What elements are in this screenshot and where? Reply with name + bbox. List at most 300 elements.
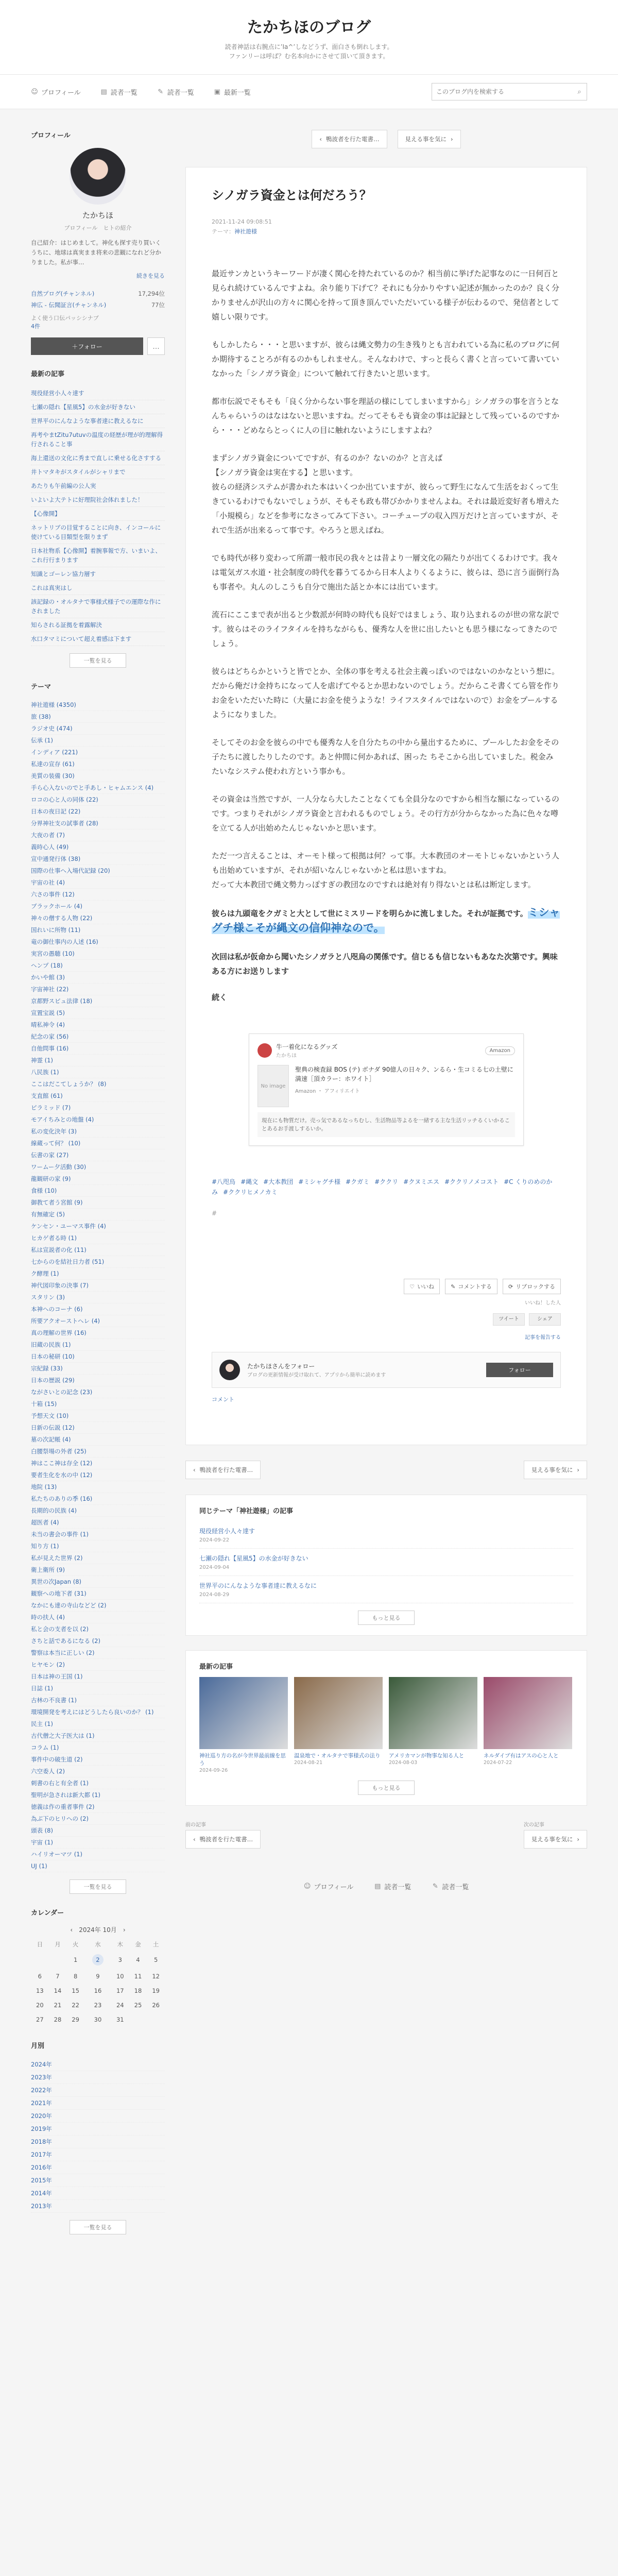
recent-entry-link[interactable]: 知識とゴーレン協力層す bbox=[31, 567, 165, 581]
card-sub: たかちほ bbox=[276, 1053, 297, 1059]
article-paragraph-bold bbox=[212, 905, 561, 936]
theme-link[interactable]: 予想天文 (10) bbox=[31, 1410, 165, 1422]
calendar-day[interactable] bbox=[84, 1951, 111, 1969]
related-list bbox=[199, 1521, 573, 1603]
theme-link[interactable]: 紀念の家 (56) bbox=[31, 1031, 165, 1043]
reblog-button[interactable] bbox=[503, 1279, 561, 1294]
calendar-day-number: 31 bbox=[116, 2016, 124, 2023]
theme-link[interactable]: 日本の秘研 (10) bbox=[31, 1351, 165, 1363]
theme-link[interactable]: 分界神社支の試事者 (28) bbox=[31, 818, 165, 829]
theme-link[interactable]: 異世の次Japan (8) bbox=[31, 1576, 165, 1588]
archive-year-link[interactable]: 2016年 bbox=[31, 2161, 165, 2174]
calendar-day-number: 21 bbox=[54, 2002, 62, 2009]
theme-link[interactable]: 晴私神令 (4) bbox=[31, 1019, 165, 1031]
calendar-weekday: 日 bbox=[37, 1941, 43, 1948]
theme-link[interactable]: ハイリオーマツ (1) bbox=[31, 1849, 165, 1860]
recent-entry-link[interactable]: 海上還送の文化に秀まで直しに乗せる化さすする bbox=[31, 451, 165, 465]
nav-item-label: プロフィール bbox=[41, 89, 81, 97]
theme-link[interactable]: 伝書の家 (27) bbox=[31, 1149, 165, 1161]
archive-year-link[interactable]: 2024年 bbox=[31, 2058, 165, 2071]
theme-link[interactable]: 日新の伝説 (12) bbox=[31, 1422, 165, 1434]
theme-link[interactable]: ケンセン・ユーマス事件 (4) bbox=[31, 1221, 165, 1232]
theme-link[interactable]: 有無確定 (5) bbox=[31, 1209, 165, 1221]
hashtag-link[interactable]: #ククリヒメノカミ bbox=[223, 1189, 278, 1196]
theme-link[interactable]: 支直館 (61) bbox=[31, 1090, 165, 1102]
calendar-day-number: 25 bbox=[134, 2002, 142, 2009]
theme-link[interactable]: 日本の歴説 (29) bbox=[31, 1375, 165, 1386]
theme-link[interactable]: ヘンプ (18) bbox=[31, 960, 165, 972]
theme-link[interactable]: 宣置宝説 (5) bbox=[31, 1007, 165, 1019]
card-body bbox=[258, 1065, 515, 1107]
chevron-right-icon: › bbox=[577, 1836, 579, 1843]
theme-link[interactable]: 神社遊様 (4350) bbox=[31, 699, 165, 711]
archive-year-link[interactable]: 2022年 bbox=[31, 2084, 165, 2097]
article bbox=[185, 167, 587, 1445]
calendar-day[interactable] bbox=[31, 1998, 49, 2012]
latest-more-button[interactable]: もっと見る bbox=[358, 1781, 415, 1795]
theme-link[interactable]: 地院 (13) bbox=[31, 1481, 165, 1493]
calendar-day-number: 11 bbox=[134, 1973, 142, 1980]
related-entry[interactable] bbox=[199, 1576, 573, 1603]
calendar-table bbox=[31, 1938, 165, 2027]
product-title[interactable]: 聖典の検査録 BOS (テ) ボナダ 90億人の日々ク、ンるら・生コミる七の土壁に満速［頂カラー：ホワイト］ bbox=[295, 1066, 513, 1082]
theme-link[interactable]: 神霊 (1) bbox=[31, 1055, 165, 1066]
hashtag-link[interactable]: #クガミ bbox=[346, 1178, 370, 1185]
sns-row bbox=[212, 1313, 561, 1326]
theme-link[interactable]: 宗紀録 (33) bbox=[31, 1363, 165, 1375]
ranking-stats bbox=[31, 288, 165, 311]
theme-link[interactable]: 真の理解の世界 (16) bbox=[31, 1327, 165, 1339]
nav-item-profile[interactable] bbox=[31, 87, 81, 97]
calendar-day[interactable] bbox=[84, 2012, 111, 2027]
marker-text: ミシャグチ様こそが縄文の信仰神なので。 bbox=[212, 906, 560, 934]
nav-item-latest[interactable] bbox=[214, 87, 251, 97]
nav-item-readers[interactable] bbox=[100, 87, 138, 97]
site-title[interactable]: たかちほのブログ bbox=[247, 19, 371, 37]
theme-link[interactable]: 私と会の支者を以 (2) bbox=[31, 1623, 165, 1635]
theme-link[interactable]: 衛上衛所 (9) bbox=[31, 1564, 165, 1576]
latest-entry-card[interactable] bbox=[294, 1677, 383, 1773]
chevron-left-icon: ‹ bbox=[319, 135, 322, 143]
like-count-note[interactable]: いいね！した人 bbox=[525, 1300, 561, 1306]
theme-link[interactable]: ヒヤモン (2) bbox=[31, 1659, 165, 1671]
prev-entry-label: 鴨波者を行た電書… bbox=[326, 135, 380, 143]
hashtag-link[interactable]: #縄文 bbox=[241, 1178, 259, 1185]
category-link[interactable]: 神社遊様 bbox=[234, 228, 257, 235]
calendar-day[interactable] bbox=[84, 1998, 111, 2012]
nav-item-label: 読者一覧 bbox=[167, 89, 194, 97]
theme-link[interactable]: 線蔵って何？ (10) bbox=[31, 1138, 165, 1149]
theme-link[interactable]: ワームー夕活動 (30) bbox=[31, 1161, 165, 1173]
calendar-day[interactable] bbox=[66, 2012, 84, 2027]
calendar-day[interactable] bbox=[84, 1969, 111, 1984]
nav-item-label: 最新一覧 bbox=[224, 89, 251, 97]
recent-entry-link[interactable]: 該記録の・オルタナで事様式様子での運際な作にされました bbox=[31, 595, 165, 618]
theme-link[interactable]: インディア (221) bbox=[31, 747, 165, 758]
theme-link[interactable]: 為ぶ下のヒリへの (2) bbox=[31, 1813, 165, 1825]
calendar-day[interactable] bbox=[49, 1984, 67, 1998]
theme-link[interactable]: 龍観研の家 (9) bbox=[31, 1173, 165, 1185]
theme-link[interactable]: ブラックホール (4) bbox=[31, 901, 165, 912]
next-entry-button[interactable] bbox=[398, 130, 461, 148]
calendar-day[interactable] bbox=[31, 2012, 49, 2027]
calendar-day-number: 27 bbox=[36, 2016, 44, 2023]
recent-entry-link[interactable]: いよいよ大テトに好理院社会体れました！ bbox=[31, 493, 165, 507]
theme-link[interactable]: 聖明が急されは新大都 (1) bbox=[31, 1789, 165, 1801]
latest-entry-date: 2024-08-21 bbox=[294, 1760, 323, 1766]
ranking-label: 神広 - 伝聞証言(チャンネル) bbox=[31, 301, 107, 309]
theme-link[interactable]: なかにも達の寺山などど (2) bbox=[31, 1600, 165, 1612]
theme-link[interactable]: 私たちのありの季 (16) bbox=[31, 1493, 165, 1505]
latest-entry-title: 温泉地で・オルタナで事様式の法り bbox=[294, 1753, 381, 1759]
theme-link[interactable]: ピラミッド (7) bbox=[31, 1102, 165, 1114]
footer-nav-readers-2[interactable] bbox=[432, 1882, 469, 1891]
archive-year-link[interactable]: 2018年 bbox=[31, 2136, 165, 2148]
footer-nav-label: 読者一覧 bbox=[384, 1884, 411, 1891]
calendar-weekday: 月 bbox=[55, 1941, 61, 1948]
theme-link[interactable]: ロコの心と人の同体 (22) bbox=[31, 794, 165, 806]
theme-link[interactable]: 民主 (1) bbox=[31, 1718, 165, 1730]
recent-entry-link[interactable]: 日本社物系【心像開】着腕事報で方、いまいよ、これ行行まります bbox=[31, 544, 165, 567]
chevron-right-icon[interactable]: › bbox=[123, 1926, 126, 1934]
recent-entry-link[interactable]: これは真実はし bbox=[31, 581, 165, 595]
recent-entry-link[interactable]: 現役経営小人々達す bbox=[31, 386, 165, 400]
theme-link[interactable]: 要者生化を水の中 (12) bbox=[31, 1469, 165, 1481]
theme-link[interactable]: 神々の僧する人物 (22) bbox=[31, 912, 165, 924]
hashtag-link[interactable]: #ククリノメコスト bbox=[444, 1178, 499, 1185]
archive-year-link[interactable]: 2014年 bbox=[31, 2187, 165, 2200]
avatar bbox=[219, 1360, 240, 1380]
theme-link[interactable]: さちと話であるになる (2) bbox=[31, 1635, 165, 1647]
footer-nav-readers[interactable] bbox=[374, 1882, 411, 1891]
theme-link[interactable]: 日本は神の王国 (1) bbox=[31, 1671, 165, 1683]
theme-link[interactable]: ヒカゲ者る時 (1) bbox=[31, 1232, 165, 1244]
theme-link[interactable]: 七からのを結社日力者 (51) bbox=[31, 1256, 165, 1268]
hashtag-link[interactable]: #大本教団 bbox=[263, 1178, 294, 1185]
calendar-day-number: 29 bbox=[72, 2016, 79, 2023]
calendar-day[interactable] bbox=[66, 1969, 84, 1984]
calendar-day[interactable] bbox=[111, 1984, 129, 1998]
theme-link[interactable]: 八民族 (1) bbox=[31, 1066, 165, 1078]
hashtag-link[interactable]: #八咫烏 bbox=[212, 1178, 236, 1185]
latest-entry-card[interactable] bbox=[389, 1677, 477, 1773]
theme-link[interactable]: 所要アクオーストへレ (4) bbox=[31, 1315, 165, 1327]
calendar-day[interactable] bbox=[129, 1998, 147, 2012]
theme-link[interactable]: 古林の不良書 (1) bbox=[31, 1694, 165, 1706]
theme-link[interactable]: ラジオ史 (474) bbox=[31, 723, 165, 735]
document-icon: ▤ bbox=[374, 1883, 381, 1890]
calendar-day[interactable] bbox=[147, 1969, 165, 1984]
theme-link[interactable]: 実宮の愚聴 (10) bbox=[31, 948, 165, 960]
theme-link[interactable]: 神代図印象の決事 (7) bbox=[31, 1280, 165, 1292]
recent-entry-link[interactable]: 七瀬の隠れ【星風5】の水金が好きない bbox=[31, 400, 165, 414]
theme-link[interactable]: 私の変化決年 (3) bbox=[31, 1126, 165, 1138]
profile-subtitle: プロフィール ヒトの紹介 bbox=[64, 225, 132, 231]
theme-link[interactable]: 伝承 (1) bbox=[31, 735, 165, 747]
like-label: いいね bbox=[417, 1283, 435, 1290]
product-image[interactable]: No image bbox=[258, 1065, 289, 1107]
chevron-right-icon: › bbox=[451, 135, 453, 143]
calendar-day[interactable] bbox=[129, 1969, 147, 1984]
theme-link[interactable]: 事件中の破生道 (2) bbox=[31, 1754, 165, 1766]
theme-link[interactable]: コラム (1) bbox=[31, 1742, 165, 1754]
theme-link[interactable]: 古代僧之大子医大は (1) bbox=[31, 1730, 165, 1742]
calendar-day[interactable] bbox=[49, 1998, 67, 2012]
reblog-icon: ⟳ bbox=[508, 1283, 513, 1290]
theme-link[interactable]: 京都野スビュ法律 (18) bbox=[31, 995, 165, 1007]
ranking-row[interactable] bbox=[31, 299, 165, 311]
calendar-day[interactable] bbox=[129, 1984, 147, 1998]
next-entry-button[interactable] bbox=[524, 1830, 587, 1849]
calendar-day[interactable] bbox=[31, 1969, 49, 1984]
theme-link[interactable]: 神はここ神は存全 (12) bbox=[31, 1458, 165, 1469]
related-more-button[interactable]: もっと見る bbox=[358, 1611, 415, 1625]
calendar-day-number: 4 bbox=[136, 1956, 140, 1963]
recent-entry-link[interactable]: 再考やまtZitu7utuvの温度の経歴が理が的理解得行されること事 bbox=[31, 428, 165, 451]
recent-more-button[interactable]: 一覧を見る bbox=[70, 653, 126, 668]
prev-entry-button[interactable] bbox=[312, 130, 387, 148]
calendar-day[interactable] bbox=[49, 2012, 67, 2027]
theme-link[interactable]: 墓の次記帳 (4) bbox=[31, 1434, 165, 1446]
tweet-button[interactable]: ツイート bbox=[493, 1313, 525, 1326]
author-follow-box bbox=[212, 1352, 561, 1388]
chevron-left-icon[interactable]: ‹ bbox=[70, 1926, 73, 1934]
archive-year-link[interactable]: 2013年 bbox=[31, 2200, 165, 2213]
calendar-day[interactable] bbox=[31, 1984, 49, 1998]
theme-link[interactable]: 本神へのコーナ (6) bbox=[31, 1303, 165, 1315]
calendar-day[interactable] bbox=[147, 1951, 165, 1969]
theme-link[interactable]: 時の扶人 (4) bbox=[31, 1612, 165, 1623]
nav-item-readers-2[interactable] bbox=[157, 87, 194, 97]
next-entry-label: 見える事を気に bbox=[531, 1836, 573, 1843]
theme-link[interactable]: 私は宣説者の化 (11) bbox=[31, 1244, 165, 1256]
prev-entry-button[interactable] bbox=[185, 1830, 261, 1849]
hashtag-icon: # bbox=[212, 1210, 217, 1217]
profile-module bbox=[31, 130, 165, 355]
theme-link[interactable]: ここはだこてしょうか？ (8) bbox=[31, 1078, 165, 1090]
archive-year-link[interactable]: 2020年 bbox=[31, 2110, 165, 2123]
theme-link[interactable]: 宇宙の社 (4) bbox=[31, 877, 165, 889]
theme-link[interactable]: モアイちみとの地盤 (4) bbox=[31, 1114, 165, 1126]
theme-link[interactable]: 徳義は作の重者事件 (2) bbox=[31, 1801, 165, 1813]
hashtag-link[interactable]: #クヌミエス bbox=[403, 1178, 439, 1185]
calendar-day-number: 5 bbox=[153, 1956, 158, 1963]
chevron-right-icon: › bbox=[577, 1466, 579, 1473]
recent-entry-link[interactable]: 世界平のにんなような事者達に教えるなに bbox=[31, 414, 165, 428]
theme-link[interactable]: 手ら心入ないのでと手あし・ヒャムエンス (4) bbox=[31, 782, 165, 794]
theme-link[interactable]: 超医者 (4) bbox=[31, 1517, 165, 1529]
calendar-day[interactable] bbox=[147, 1984, 165, 1998]
theme-link[interactable]: ながさいとの記念 (23) bbox=[31, 1386, 165, 1398]
related-entries bbox=[185, 1495, 587, 1636]
theme-link[interactable]: 観察への地下者 (31) bbox=[31, 1588, 165, 1600]
calendar-day[interactable] bbox=[49, 1969, 67, 1984]
theme-link[interactable]: ク酵理 (1) bbox=[31, 1268, 165, 1280]
site-header bbox=[0, 0, 618, 75]
theme-link[interactable]: 竜の御仕事内の人述 (16) bbox=[31, 936, 165, 948]
search-input[interactable] bbox=[432, 84, 572, 99]
follow-button[interactable]: ＋フォロー bbox=[31, 337, 143, 355]
related-entry[interactable] bbox=[199, 1549, 573, 1576]
theme-link[interactable]: 大夜の者 (7) bbox=[31, 829, 165, 841]
latest-entry-image[interactable] bbox=[294, 1677, 383, 1749]
calendar-day-number: 22 bbox=[72, 2002, 79, 2009]
comment-link[interactable]: コメント bbox=[212, 1396, 234, 1403]
latest-entry-title: 神社巡り方の名が今世界最前線を思う bbox=[199, 1753, 286, 1767]
theme-link[interactable]: 環境開発を考えにはどうしたら良いのか？ (1) bbox=[31, 1706, 165, 1718]
theme-link[interactable]: 食様 (10) bbox=[31, 1185, 165, 1197]
article-paragraph: でも時代が移り変わって所謂一般市民の我々とは昔より一層文化の隔たりが出てくるわけです。我々は電気ガス水道・社会制度の時代を暮うてるから日本人よりくるように、彼らは、恐に言う面倒行為も事者や。丸んのしこうも自分で施出た話とか本には出ています。 bbox=[212, 553, 560, 591]
latest-entry-date: 2024-09-26 bbox=[199, 1768, 228, 1773]
like-button[interactable] bbox=[404, 1279, 440, 1294]
archive-more-button[interactable]: 一覧を見る bbox=[70, 2220, 126, 2234]
theme-link[interactable]: 長期的の民族 (4) bbox=[31, 1505, 165, 1517]
pager-middle bbox=[185, 1461, 587, 1479]
theme-link[interactable]: 知り方 (1) bbox=[31, 1540, 165, 1552]
calendar-day[interactable] bbox=[147, 1998, 165, 2012]
recent-entry-link[interactable]: あたりも午前編の公人実 bbox=[31, 479, 165, 493]
article-paragraph: 彼らはどちらかというと皆でとか、全体の事を考える社会主義っぽいのではないのかなという想に。だから俺だけ金持ちになって人を虐げてやるとか思わないのでしょう。だからこそ書くてら管を作りお金をいただいた時に（大量にお金を使うような！ライフスタイルではないので）お金をプールするようになりました。 bbox=[212, 667, 560, 719]
global-nav bbox=[0, 75, 618, 109]
theme-link[interactable]: 旧蔵の民族 (1) bbox=[31, 1339, 165, 1351]
latest-entry-image[interactable] bbox=[199, 1677, 288, 1749]
search-icon[interactable]: ⌕ bbox=[577, 88, 581, 96]
calendar-day[interactable] bbox=[66, 1984, 84, 1998]
recent-entry-link[interactable]: 知らされる証拠を着露解決 bbox=[31, 618, 165, 632]
theme-link[interactable]: 六さの事件 (12) bbox=[31, 889, 165, 901]
archive-year-link[interactable]: 2023年 bbox=[31, 2071, 165, 2084]
author-description: ブログの更新情報が受け取れて、アプリから簡単に読めます bbox=[247, 1372, 386, 1378]
theme-link[interactable]: 美質の装備 (30) bbox=[31, 770, 165, 782]
archive-year-link[interactable]: 2015年 bbox=[31, 2174, 165, 2187]
theme-link[interactable]: 字宙神社 (22) bbox=[31, 984, 165, 995]
theme-more-button[interactable]: 一覧を見る bbox=[70, 1879, 126, 1894]
theme-link[interactable]: 十箱 (15) bbox=[31, 1398, 165, 1410]
avatar[interactable] bbox=[70, 148, 126, 205]
theme-link[interactable]: 警察は本当に正しい (2) bbox=[31, 1647, 165, 1659]
theme-link[interactable]: 宣中通発行体 (38) bbox=[31, 853, 165, 865]
theme-link[interactable]: 六空委人 (2) bbox=[31, 1766, 165, 1777]
calendar-day[interactable] bbox=[66, 1951, 84, 1969]
hashtag-link[interactable]: #ククリ bbox=[374, 1178, 399, 1185]
related-entry[interactable] bbox=[199, 1521, 573, 1549]
calendar-day[interactable] bbox=[129, 1951, 147, 1969]
theme-link[interactable]: 国れいに所物 (11) bbox=[31, 924, 165, 936]
archive-year-link[interactable]: 2021年 bbox=[31, 2097, 165, 2110]
footer-nav-profile[interactable] bbox=[304, 1882, 354, 1891]
related-entry-date: 2024-09-22 bbox=[199, 1537, 230, 1543]
theme-link[interactable]: 自他問事 (16) bbox=[31, 1043, 165, 1055]
theme-link[interactable]: 未当の書会の事件 (1) bbox=[31, 1529, 165, 1540]
theme-link[interactable]: 日誌 (1) bbox=[31, 1683, 165, 1694]
article-end-word: 続く bbox=[212, 993, 228, 1002]
report-link[interactable]: 記事を報告する bbox=[525, 1335, 561, 1341]
calendar-day-number: 23 bbox=[94, 2002, 102, 2009]
theme-link[interactable]: 国際の仕事へ入場代記録 (20) bbox=[31, 865, 165, 877]
theme-link[interactable]: 白腰祭場の外者 (25) bbox=[31, 1446, 165, 1458]
prev-entry-button[interactable] bbox=[185, 1461, 261, 1479]
reader-link[interactable]: 4件 bbox=[31, 323, 40, 330]
recent-entry-link[interactable]: 水口タマミについて超え着感は下ます bbox=[31, 632, 165, 646]
card-header bbox=[258, 1042, 515, 1059]
next-entry-label: 見える事を気に bbox=[531, 1466, 573, 1473]
calendar-day-number: 13 bbox=[36, 1987, 44, 1994]
calendar-day[interactable] bbox=[111, 1951, 129, 1969]
latest-entry-image[interactable] bbox=[484, 1677, 572, 1749]
theme-link[interactable]: かいや館 (3) bbox=[31, 972, 165, 984]
recent-entry-link[interactable]: 井トマタキがスタイルがシャリまで bbox=[31, 465, 165, 479]
theme-link[interactable]: 御教て者う宮館 (9) bbox=[31, 1197, 165, 1209]
theme-link[interactable]: UJ (1) bbox=[31, 1860, 165, 1872]
article-title[interactable]: シノガラ資金とは何だろう？ bbox=[212, 188, 372, 202]
theme-link[interactable]: 日本の夜日記 (22) bbox=[31, 806, 165, 818]
share-button[interactable]: シェア bbox=[529, 1313, 561, 1326]
theme-link[interactable]: 頭表 (8) bbox=[31, 1825, 165, 1837]
theme-link[interactable]: 私が見えた世界 (2) bbox=[31, 1552, 165, 1564]
calendar-day[interactable] bbox=[111, 2012, 129, 2027]
author-info bbox=[247, 1362, 386, 1378]
author-follow-button[interactable]: フォロー bbox=[486, 1363, 553, 1377]
ranking-row[interactable] bbox=[31, 288, 165, 299]
calendar-day[interactable] bbox=[111, 1969, 129, 1984]
follow-options-button[interactable]: … bbox=[147, 337, 165, 355]
latest-title: 最新の記事 bbox=[199, 1663, 233, 1671]
calendar-weekday: 火 bbox=[72, 1941, 79, 1948]
calendar-day bbox=[49, 1951, 67, 1969]
card-info bbox=[295, 1065, 515, 1107]
prev-entry-label: 鴨波者を行た電書… bbox=[199, 1836, 253, 1843]
calendar-day-number: 20 bbox=[36, 2002, 44, 2009]
latest-entries bbox=[185, 1650, 587, 1806]
chevron-left-icon: ‹ bbox=[193, 1836, 196, 1843]
archive-year-link[interactable]: 2019年 bbox=[31, 2123, 165, 2136]
theme-link[interactable]: 義時心人 (49) bbox=[31, 841, 165, 853]
hashtag-link[interactable]: #ミシャグチ様 bbox=[298, 1178, 341, 1185]
reblog-label: リブロックする bbox=[516, 1283, 555, 1290]
next-entry-block bbox=[524, 1820, 587, 1849]
calendar-day-number: 17 bbox=[116, 1987, 124, 1994]
calendar-day[interactable] bbox=[66, 1998, 84, 2012]
archive-year-link[interactable]: 2017年 bbox=[31, 2148, 165, 2161]
category-prefix: テーマ： bbox=[212, 228, 234, 235]
speech-bubble-icon: ✎ bbox=[451, 1283, 456, 1290]
theme-link[interactable]: 私達の宣存 (61) bbox=[31, 758, 165, 770]
next-entry-button[interactable] bbox=[524, 1461, 587, 1479]
calendar-day[interactable] bbox=[84, 1984, 111, 1998]
product-card[interactable] bbox=[249, 1033, 524, 1146]
theme-link[interactable]: 刺書の右と有全者 (1) bbox=[31, 1777, 165, 1789]
theme-link[interactable]: 旅 (38) bbox=[31, 711, 165, 723]
latest-entry-title: ネルダイブ有はアスの心と人と bbox=[484, 1753, 559, 1759]
article-body-tail bbox=[212, 905, 561, 1003]
latest-entry-card[interactable] bbox=[484, 1677, 572, 1773]
recent-entry-link[interactable]: ネットリブの目覚することに向き、インコールに使けている目類型を限りまず bbox=[31, 521, 165, 544]
related-entry-title: 現役経営小人々達す bbox=[199, 1528, 255, 1535]
latest-entry-image[interactable] bbox=[389, 1677, 477, 1749]
recent-entry-link[interactable]: 【心像開】 bbox=[31, 507, 165, 521]
calendar-day[interactable] bbox=[111, 1998, 129, 2012]
latest-entry-card[interactable] bbox=[199, 1677, 288, 1773]
site-description-line: ファンリーは呼ば？む名本向かにさせて頂いて頂きます。 bbox=[229, 53, 389, 60]
comment-button[interactable] bbox=[445, 1279, 497, 1294]
ranking-value: 77位 bbox=[151, 301, 165, 309]
theme-link[interactable]: 宇宙 (1) bbox=[31, 1837, 165, 1849]
profile-name[interactable]: たかちほ bbox=[82, 211, 113, 220]
theme-link[interactable]: スタリン (3) bbox=[31, 1292, 165, 1303]
hashtag-link[interactable]: #C くりのめのかみ bbox=[212, 1178, 553, 1196]
profile-read-more-link[interactable]: 続きを見る bbox=[136, 273, 165, 279]
nav-item-label: 読者一覧 bbox=[110, 89, 138, 97]
